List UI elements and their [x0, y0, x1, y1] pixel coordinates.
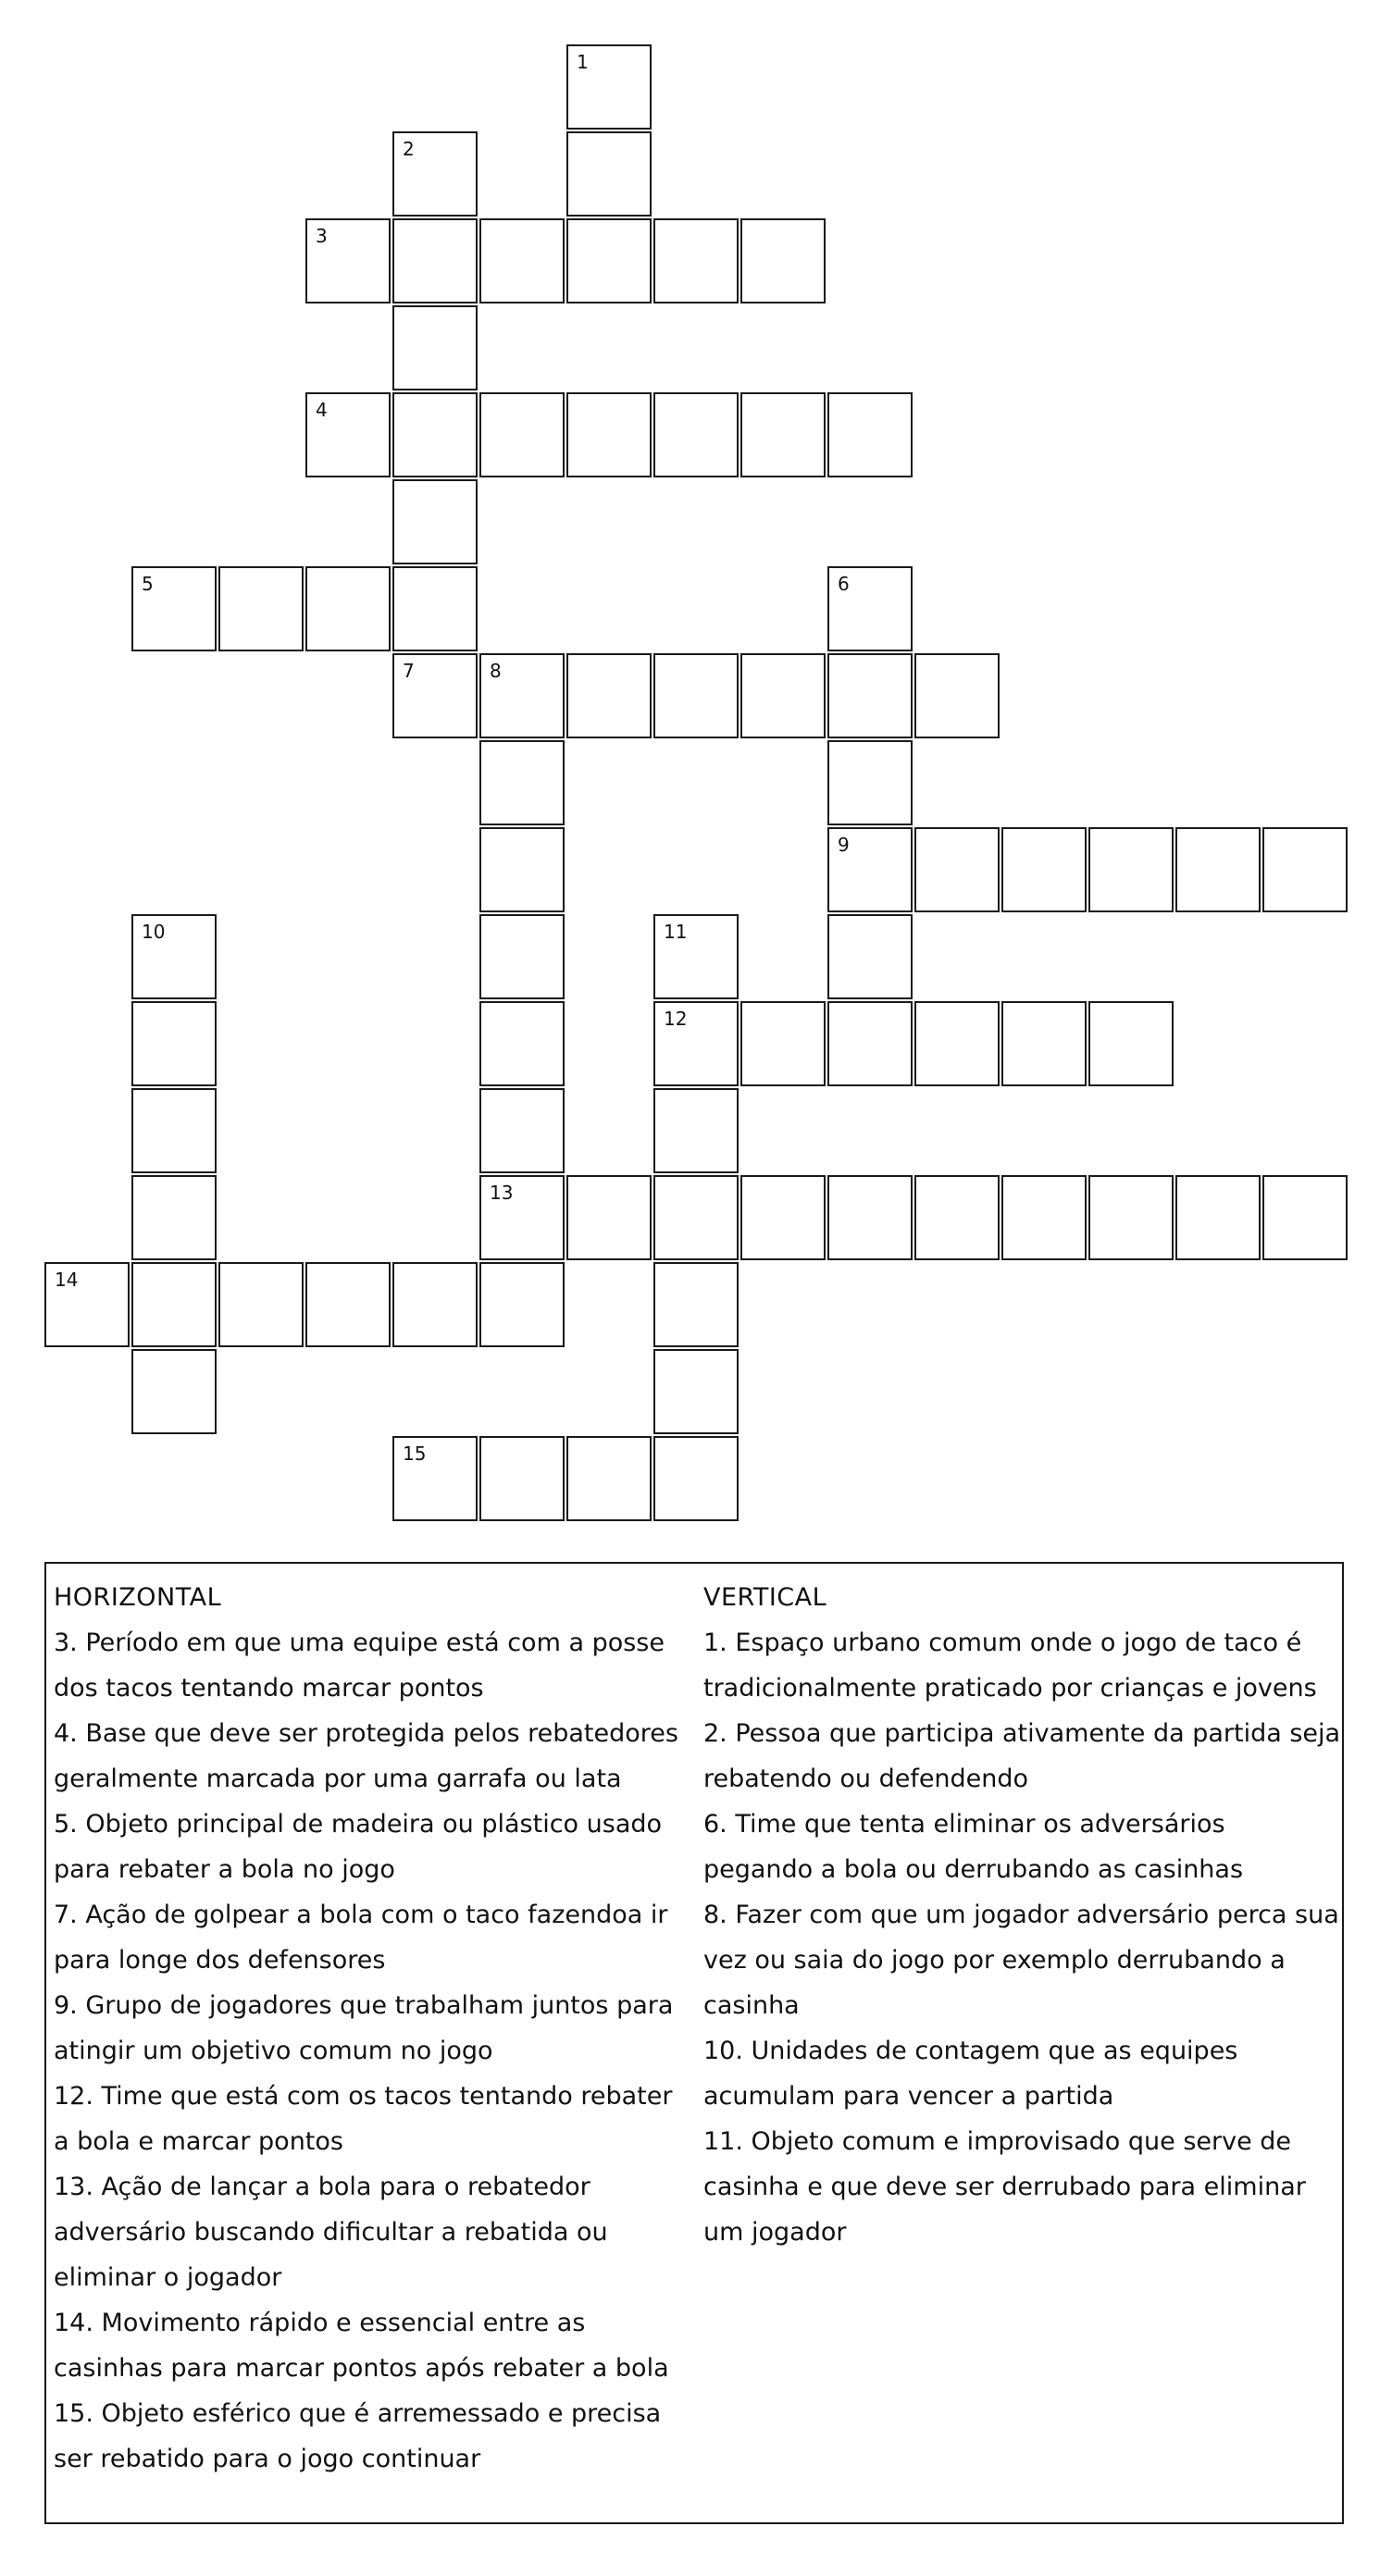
crossword-cell[interactable] — [392, 131, 478, 217]
horizontal-clues-column — [54, 1575, 683, 2482]
crossword-cell[interactable] — [827, 740, 913, 825]
crossword-cell[interactable] — [479, 653, 565, 738]
clue-number: 8 — [490, 660, 502, 682]
crossword-cell[interactable] — [131, 1175, 217, 1260]
crossword-cell[interactable] — [566, 218, 652, 303]
clue-number: 9 — [838, 834, 850, 856]
crossword-cell[interactable] — [392, 566, 478, 651]
vertical-clue: 11. Objeto comum e improvisado que serve de casinha e que deve ser derrubado para eliminar um jogador — [703, 2127, 1306, 2247]
crossword-cell[interactable] — [392, 218, 478, 303]
horizontal-clue: 14. Movimento rápido e essencial entre as casinhas para marcar pontos após rebater a bola — [54, 2309, 669, 2383]
crossword-cell[interactable] — [1088, 1175, 1174, 1260]
crossword-cell[interactable] — [479, 1262, 565, 1347]
crossword-cell[interactable] — [305, 218, 391, 303]
crossword-cell[interactable] — [827, 1001, 913, 1086]
vertical-clue: 1. Espaço urbano comum onde o jogo de taco é tradicionalmente praticado por crianças e jovens — [703, 1629, 1317, 1703]
crossword-cell[interactable] — [392, 1262, 478, 1347]
vertical-clue: 6. Time que tenta eliminar os adversários pegando a bola ou derrubando as casinhas — [703, 1810, 1244, 1884]
crossword-cell[interactable] — [479, 1436, 565, 1521]
crossword-cell[interactable] — [1001, 1175, 1087, 1260]
crossword-cell[interactable] — [218, 1262, 304, 1347]
crossword-cell[interactable] — [479, 914, 565, 999]
crossword-cell[interactable] — [131, 1001, 217, 1086]
crossword-cell[interactable] — [44, 1262, 130, 1347]
crossword-cell[interactable] — [827, 827, 913, 912]
crossword-cell[interactable] — [827, 914, 913, 999]
vertical-clues-column — [703, 1575, 1342, 2255]
crossword-cell[interactable] — [479, 392, 565, 477]
clue-number: 12 — [664, 1008, 688, 1030]
crossword-cell[interactable] — [1262, 827, 1348, 912]
crossword-cell[interactable] — [305, 566, 391, 651]
crossword-cell[interactable] — [914, 653, 1000, 738]
crossword-cell[interactable] — [827, 1175, 913, 1260]
crossword-cell[interactable] — [218, 566, 304, 651]
crossword-cell[interactable] — [914, 1175, 1000, 1260]
crossword-cell[interactable] — [392, 479, 478, 564]
crossword-cell[interactable] — [740, 392, 826, 477]
crossword-cell[interactable] — [566, 131, 652, 217]
clue-number: 6 — [838, 573, 850, 595]
crossword-cell[interactable] — [479, 218, 565, 303]
clue-number: 11 — [664, 921, 688, 943]
vertical-heading: VERTICAL — [703, 1583, 827, 1612]
crossword-cell[interactable] — [131, 1349, 217, 1434]
horizontal-heading: HORIZONTAL — [54, 1583, 222, 1612]
vertical-clue: 8. Fazer com que um jogador adversário perca sua vez ou saia do jogo por exemplo derrubando a casinha — [703, 1901, 1339, 2020]
crossword-cell[interactable] — [1262, 1175, 1348, 1260]
horizontal-clue: 13. Ação de lançar a bola para o rebatedor adversário buscando dificultar a rebatida ou eliminar o jogador — [54, 2173, 608, 2292]
crossword-cell[interactable] — [566, 1436, 652, 1521]
horizontal-clue: 4. Base que deve ser protegida pelos rebatedores geralmente marcada por uma garrafa ou lata — [54, 1719, 678, 1793]
horizontal-clue: 9. Grupo de jogadores que trabalham juntos para atingir um objetivo comum no jogo — [54, 1991, 674, 2065]
clues-box — [44, 1562, 1344, 2524]
crossword-cell[interactable] — [131, 1088, 217, 1173]
crossword-cell[interactable] — [479, 740, 565, 825]
crossword-cell[interactable] — [1175, 1175, 1261, 1260]
clue-number: 13 — [490, 1182, 514, 1204]
crossword-cell[interactable] — [131, 1262, 217, 1347]
clue-number: 3 — [316, 225, 328, 247]
crossword-cell[interactable] — [566, 44, 652, 130]
clue-number: 2 — [403, 138, 415, 160]
clue-number: 14 — [55, 1269, 79, 1291]
crossword-cell[interactable] — [827, 392, 913, 477]
vertical-clue: 10. Unidades de contagem que as equipes acumulam para vencer a partida — [703, 2037, 1238, 2111]
clue-number: 1 — [577, 51, 589, 73]
crossword-cell[interactable] — [305, 392, 391, 477]
crossword-cell[interactable] — [653, 1349, 739, 1434]
crossword-cell[interactable] — [653, 1088, 739, 1173]
crossword-cell[interactable] — [740, 218, 826, 303]
clue-number: 10 — [142, 921, 166, 943]
vertical-clue: 2. Pessoa que participa ativamente da partida seja rebatendo ou defendendo — [703, 1719, 1341, 1793]
crossword-cell[interactable] — [1088, 1001, 1174, 1086]
clue-number: 5 — [142, 573, 154, 595]
horizontal-clue: 7. Ação de golpear a bola com o taco fazendoa ir para longe dos defensores — [54, 1901, 668, 1975]
crossword-cell[interactable] — [392, 1436, 478, 1521]
crossword-cell[interactable] — [653, 218, 739, 303]
crossword-cell[interactable] — [653, 392, 739, 477]
crossword-cell[interactable] — [1088, 827, 1174, 912]
crossword-cell[interactable] — [653, 1001, 739, 1086]
clue-number: 4 — [316, 399, 328, 421]
crossword-cell[interactable] — [131, 914, 217, 999]
crossword-cell[interactable] — [740, 1175, 826, 1260]
crossword-cell[interactable] — [914, 1001, 1000, 1086]
horizontal-clue: 3. Período em que uma equipe está com a posse dos tacos tentando marcar pontos — [54, 1629, 665, 1703]
crossword-cell[interactable] — [479, 827, 565, 912]
clue-number: 7 — [403, 660, 415, 682]
crossword-cell[interactable] — [392, 392, 478, 477]
crossword-cell[interactable] — [479, 1088, 565, 1173]
horizontal-clue: 5. Objeto principal de madeira ou plástico usado para rebater a bola no jogo — [54, 1810, 663, 1884]
crossword-cell[interactable] — [653, 1436, 739, 1521]
crossword-cell[interactable] — [479, 1175, 565, 1260]
crossword-cell[interactable] — [740, 1001, 826, 1086]
crossword-cell[interactable] — [1175, 827, 1261, 912]
crossword-cell[interactable] — [392, 305, 478, 390]
crossword-cell[interactable] — [827, 653, 913, 738]
crossword-cell[interactable] — [827, 566, 913, 651]
crossword-cell[interactable] — [566, 392, 652, 477]
crossword-cell[interactable] — [653, 914, 739, 999]
crossword-cell[interactable] — [653, 1262, 739, 1347]
crossword-cell[interactable] — [479, 1001, 565, 1086]
clue-number: 15 — [403, 1443, 427, 1465]
crossword-cell[interactable] — [566, 1175, 652, 1260]
crossword-cell[interactable] — [566, 653, 652, 738]
horizontal-clue: 12. Time que está com os tacos tentando rebater a bola e marcar pontos — [54, 2082, 673, 2156]
crossword-cell[interactable] — [131, 566, 217, 651]
crossword-cell[interactable] — [392, 653, 478, 738]
crossword-cell[interactable] — [1001, 827, 1087, 912]
crossword-cell[interactable] — [1001, 1001, 1087, 1086]
crossword-cell[interactable] — [740, 653, 826, 738]
crossword-cell[interactable] — [653, 653, 739, 738]
crossword-cell[interactable] — [305, 1262, 391, 1347]
crossword-cell[interactable] — [914, 827, 1000, 912]
horizontal-clue: 15. Objeto esférico que é arremessado e precisa ser rebatido para o jogo continuar — [54, 2399, 662, 2473]
crossword-cell[interactable] — [653, 1175, 739, 1260]
